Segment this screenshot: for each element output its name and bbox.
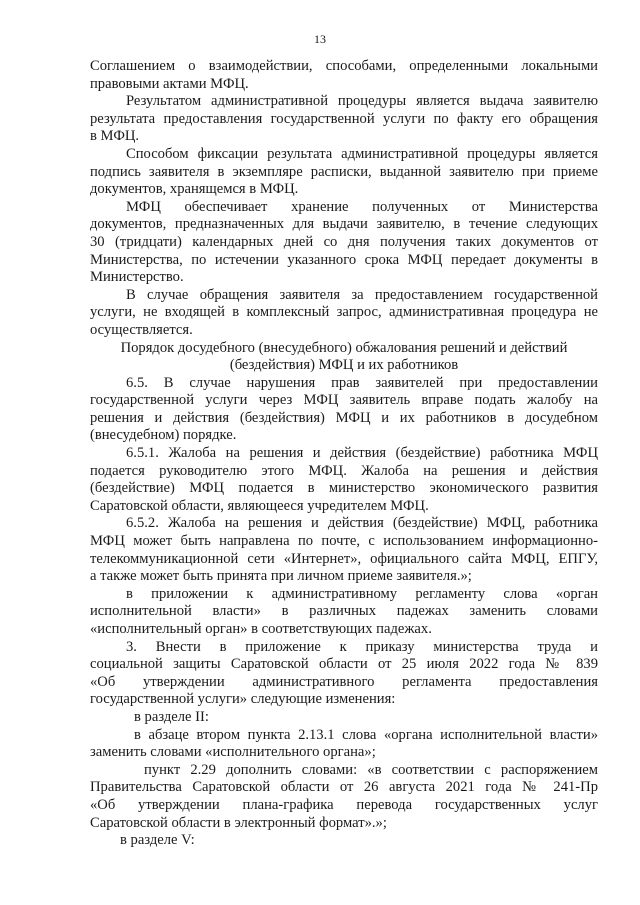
- text-line: (внесудебном) порядке.: [90, 427, 237, 444]
- text-line: государственной услуги» следующие изменения:: [90, 691, 396, 708]
- text-line: «Об утверждении плана-графика перевода государственных услуг: [90, 796, 598, 813]
- text-line: 6.5.1. Жалоба на решения и действия (бездействие) работника МФЦ: [126, 445, 598, 462]
- text-line: Способом фиксации результата административной процедуры является: [126, 145, 598, 162]
- text-line: Порядок досудебного (внесудебного) обжалования решений и действий: [120, 339, 568, 356]
- text-line: в разделе II:: [134, 708, 209, 725]
- text-line: 6.5. В случае нарушения прав заявителей при предоставлении: [126, 374, 598, 391]
- document-body: [90, 58, 598, 850]
- text-line: (бездействие) МФЦ подается в министерство экономического развития: [90, 480, 598, 497]
- text-line: Саратовской области в электронный формат».»;: [90, 814, 387, 831]
- text-line: Министерства, по истечении указанного срока МФЦ передает документы в: [90, 251, 598, 268]
- text-line: результата предоставления государственной услуги по факту его обращения: [90, 110, 598, 127]
- text-line: пункт 2.29 дополнить словами: «в соответствии с распоряжением: [144, 761, 598, 778]
- text-line: (бездействия) МФЦ и их работников: [229, 357, 459, 374]
- text-line: «Об утверждении административного регламента предоставления: [90, 673, 598, 690]
- text-line: документов, хранящемся в МФЦ.: [90, 181, 299, 198]
- text-line: в приложении к административному регламенту слова «орган: [126, 585, 598, 602]
- text-line: 30 (тридцати) календарных дней со дня получения таких документов от: [90, 233, 598, 250]
- text-line: Правительства Саратовской области от 26 августа 2021 года № 241-Пр: [90, 779, 598, 796]
- text-line: МФЦ обеспечивает хранение полученных от Министерства: [126, 198, 598, 215]
- text-line: а также может быть принята при личном приеме заявителя.»;: [90, 568, 472, 585]
- text-line: в МФЦ.: [90, 128, 140, 145]
- text-line: услуги, не входящей в комплексный запрос, административная процедура не: [90, 304, 598, 321]
- text-line: осуществляется.: [90, 321, 193, 338]
- text-line: Министерство.: [90, 269, 184, 286]
- text-line: документов, предназначенных для выдачи заявителю, в течение следующих: [90, 216, 598, 233]
- text-line: решения и действия (бездействия) МФЦ и их работников в досудебном: [90, 409, 598, 426]
- text-line: социальной защиты Саратовской области от 25 июля 2022 года № 839: [90, 656, 598, 673]
- text-line: 3. Внести в приложение к приказу министерства труда и: [126, 638, 598, 655]
- text-line: подпись заявителя в экземпляре расписки, выданной заявителю при приеме: [90, 163, 598, 180]
- text-line: подается руководителю этого МФЦ. Жалоба на решения и действия: [90, 462, 598, 479]
- text-line: «исполнительный орган» в соответствующих падежах.: [90, 621, 432, 637]
- page-number: 13: [314, 32, 326, 46]
- text-line: исполнительной власти» в различных падежах заменить словами: [90, 603, 598, 620]
- text-line: В случае обращения заявителя за предоставлением государственной: [126, 286, 598, 303]
- text-line: Соглашением о взаимодействии, способами, определенными локальными: [90, 58, 598, 74]
- text-line: государственной услуги через МФЦ заявитель вправе подать жалобу на: [90, 392, 598, 409]
- text-line: заменить словами «исполнительного органа»;: [90, 744, 376, 761]
- text-line: 6.5.2. Жалоба на решения и действия (бездействие) МФЦ, работника: [126, 515, 598, 532]
- text-line: телекоммуникационной сети «Интернет», официального сайта МФЦ, ЕПГУ,: [90, 550, 598, 567]
- text-line: в абзаце втором пункта 2.13.1 слова «органа исполнительной власти»: [134, 726, 598, 743]
- text-line: Результатом административной процедуры является выдача заявителю: [126, 93, 598, 110]
- text-line: правовыми актами МФЦ.: [90, 75, 249, 92]
- text-line: МФЦ может быть направлена по почте, с использованием информационно-: [90, 533, 598, 550]
- text-line: в разделе V:: [120, 832, 195, 849]
- text-line: Саратовской области, являющееся учредителем МФЦ.: [90, 497, 429, 514]
